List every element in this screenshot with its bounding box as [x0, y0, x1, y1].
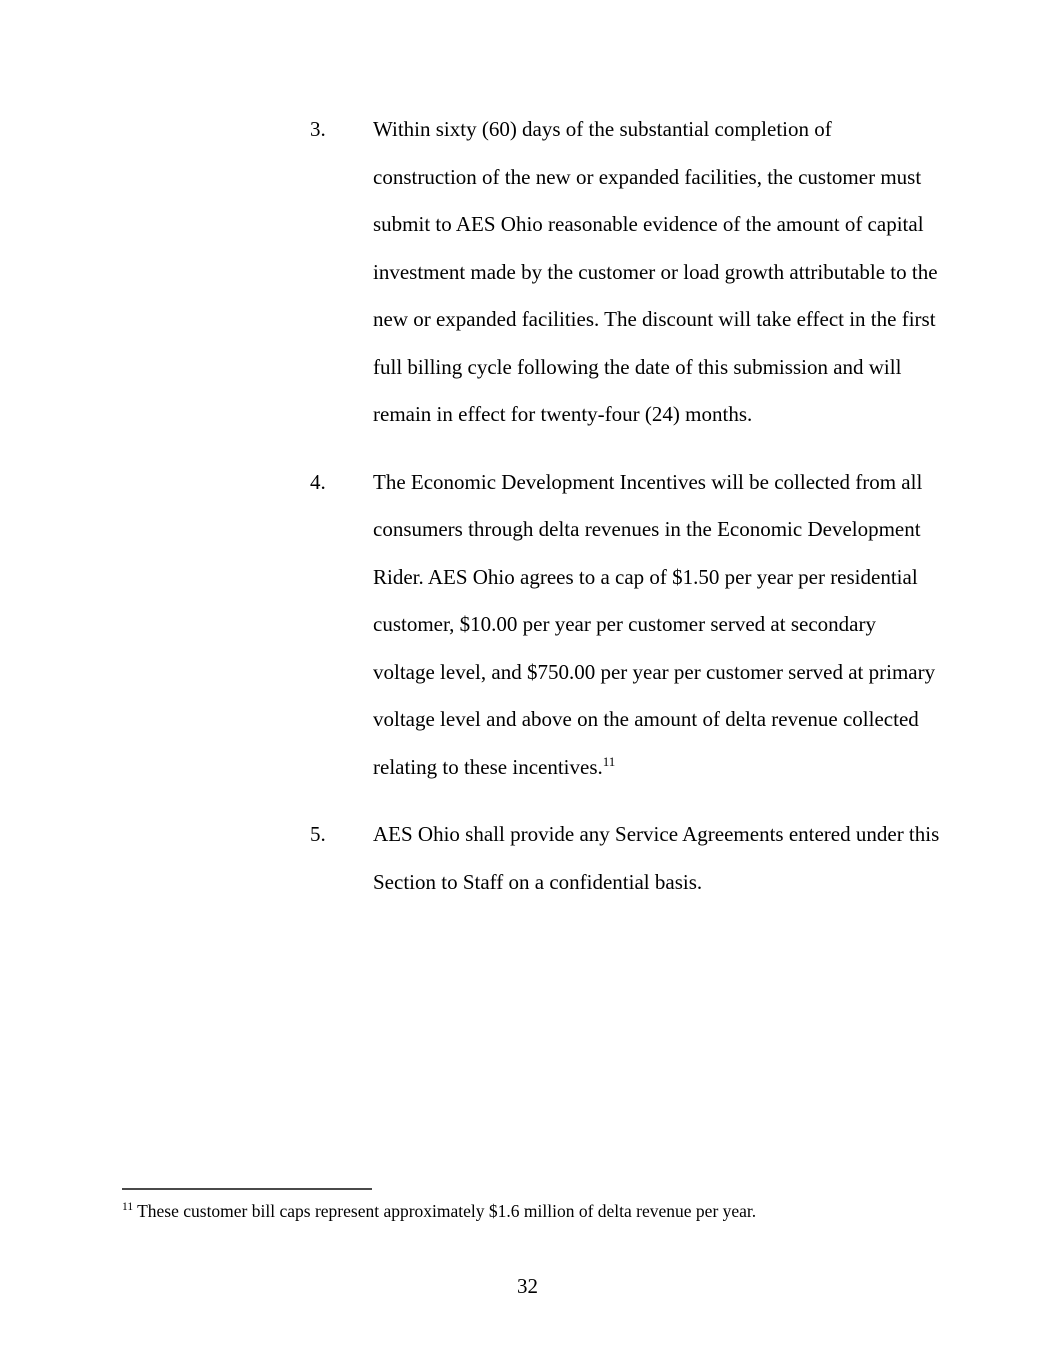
list-item-5 — [0, 811, 1055, 906]
footnote-number: 11 — [122, 1201, 134, 1214]
item-text-body: The Economic Development Incentives will be collected from all consumers through delta revenues in the Economic Development Rider. AES Ohio agrees to a cap of $1.50 per year per residential customer, $10.00 per year per customer served at secondary voltage level, and $750.00 per year per customer served at primary voltage level and above on the amount of delta revenue collected relating to these incentives. — [373, 469, 936, 779]
footnote-area — [122, 1188, 922, 1223]
item-text — [373, 459, 940, 792]
item-number: 3. — [310, 117, 326, 141]
footnote-reference: 11 — [602, 753, 616, 769]
item-number: 5. — [310, 822, 326, 846]
list-item-3 — [0, 106, 1055, 439]
footnote-body: These customer bill caps represent approximately $1.6 million of delta revenue per year. — [137, 1201, 757, 1221]
page-number: 32 — [517, 1274, 538, 1298]
item-number: 4. — [310, 469, 326, 494]
list-item-4 — [0, 459, 1055, 792]
footnote-separator — [122, 1188, 372, 1190]
item-text: AES Ohio shall provide any Service Agreements entered under this Section to Staff on a confidential basis. — [373, 822, 940, 894]
footnote-text — [122, 1199, 922, 1223]
item-text: Within sixty (60) days of the substantial completion of construction of the new or expanded facilities, the customer must submit to AES Ohio reasonable evidence of the amount of capital investment made by the customer or load growth attributable to the new or expanded facilities. The discount will take effect in the first full billing cycle following the date of this submission and will remain in effect for twenty-four (24) months. — [373, 117, 938, 426]
